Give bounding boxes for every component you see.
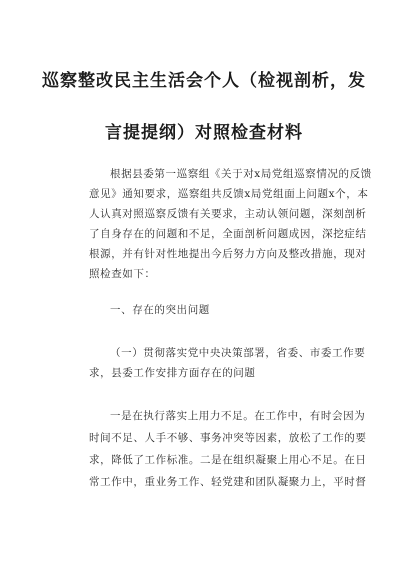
document-title-line-2: 言提提纲）对照检查材料: [105, 123, 303, 143]
subsection-heading-line: （一）贯彻落实党中央决策部署，省委、市委工作要: [110, 347, 366, 359]
paragraph-line: 时间不足、人手不够、事务冲突等因素，放松了工作的要: [89, 432, 367, 444]
paragraph-line: 根据县委第一巡察组《关于对x局党组巡察情况的反馈: [110, 168, 372, 180]
paragraph-line: 人认真对照巡察反馈有关要求，主动认领问题，深刻剖析: [89, 208, 367, 220]
paragraph-line: 求，降低了工作标准。二是在组织凝聚上用心不足。在日: [89, 454, 367, 466]
paragraph-line: 意见》通知要求，巡察组共反馈x局党组面上问题x个，本: [89, 188, 369, 200]
section-heading: 一、存在的突出问题: [110, 304, 210, 316]
paragraph-line: 照检查如下：: [89, 268, 156, 280]
paragraph-line: 了自身存在的问题和不足，全面剖析问题成因，深挖症结: [89, 228, 367, 240]
paragraph-line: 常工作中，重业务工作、轻党建和团队凝聚力上，平时督: [89, 476, 367, 488]
document-title-line-1: 巡察整改民主生活会个人（检视剖析，发: [42, 71, 366, 91]
paragraph-line: 一是在执行落实上用力不足。在工作中，有时会因为: [110, 410, 366, 422]
subsection-heading-line: 求，县委工作安排方面存在的问题: [89, 367, 256, 379]
paragraph-line: 根源，并有针对性地提出今后努力方向及整改措施，现对: [89, 248, 367, 260]
